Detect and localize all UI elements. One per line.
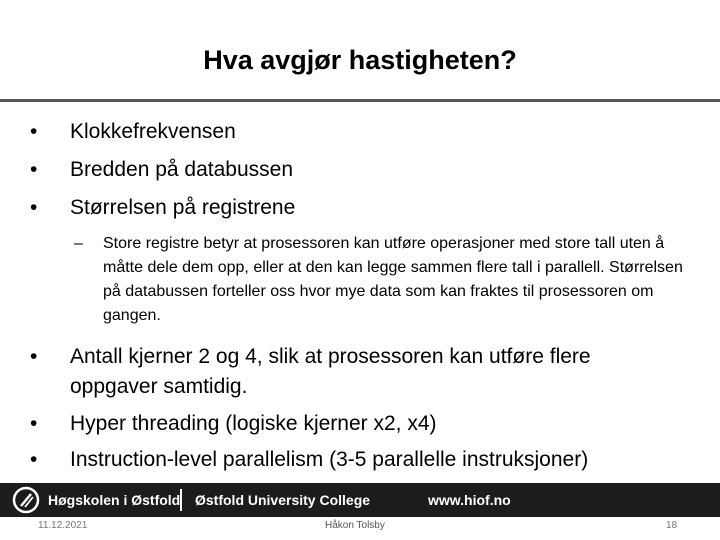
sub-bullet-item: – Store registre betyr at prosessoren kan utføre operasjoner med store tall uten å måtte dele dem opp, eller at den kan legge sammen flere tall i parallell. Størrelsen på databussen forteller oss hvor mye data som kan fraktes til prosessoren om gangen. (103, 232, 693, 328)
bullet-item: • Bredden på databussen (70, 157, 293, 183)
bullet-item: • Instruction-level parallelism (3-5 parallelle instruksjoner) (70, 445, 670, 475)
school-name-norwegian: Høgskolen i Østfold (48, 492, 181, 508)
footer-author: Håkon Tolsby (325, 520, 385, 531)
school-name-english: Østfold University College (195, 492, 371, 508)
college-logo-icon (12, 486, 40, 514)
page-number: 18 (666, 520, 678, 531)
bullet-item: • Antall kjerner 2 og 4, slik at prosessoren kan utføre flere oppgaver samtidig. (70, 342, 670, 402)
footer-date: 11.12.2021 (38, 520, 88, 531)
bullet-item: • Hyper threading (logiske kjerner x2, x4) (70, 409, 670, 439)
footer-banner (0, 483, 720, 517)
website-link[interactable]: www.hiof.no (428, 492, 511, 508)
slide-title: Hva avgjør hastigheten? (203, 45, 517, 75)
footer-separator (180, 489, 182, 511)
bullet-item: • Klokkefrekvensen (70, 119, 236, 145)
bullet-item: • Størrelsen på registrene (70, 195, 295, 221)
